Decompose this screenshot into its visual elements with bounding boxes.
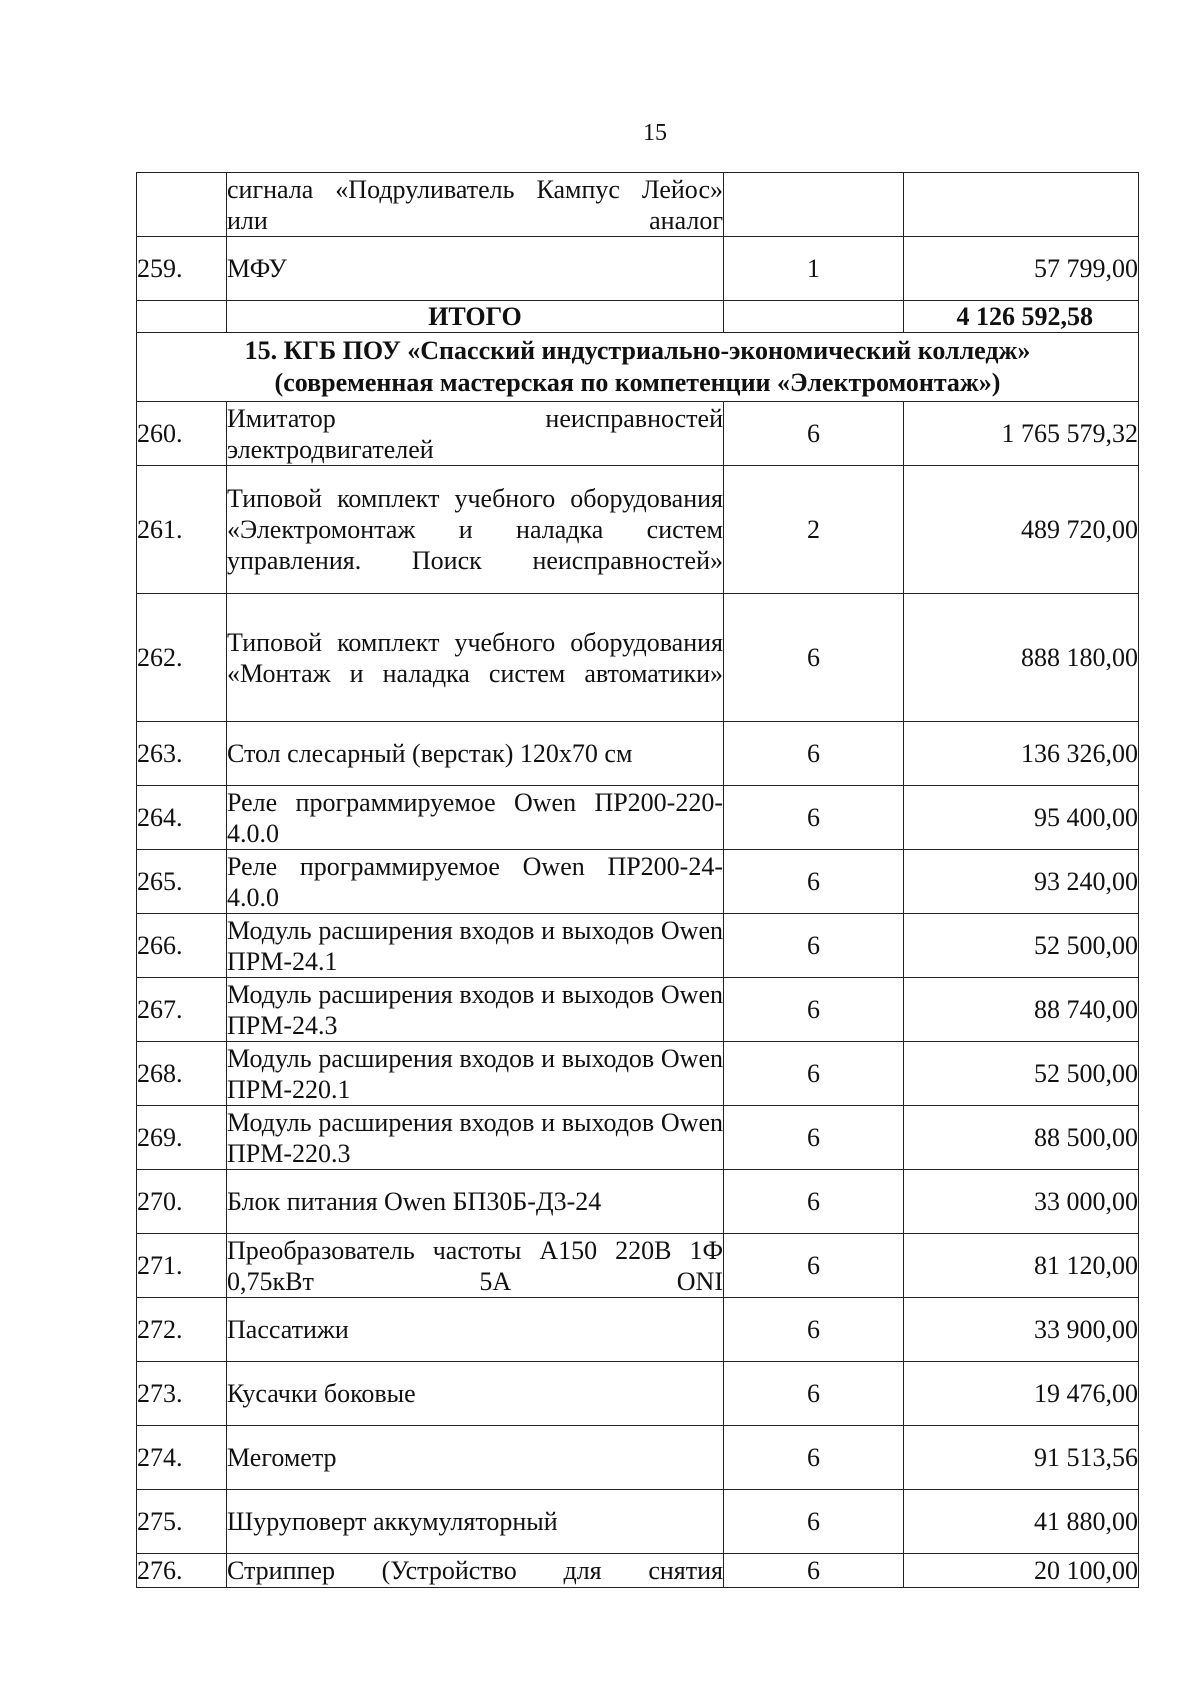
section-header-row [137,333,1139,402]
item-sum: 88 740,00 [904,978,1139,1042]
item-sum: 888 180,00 [904,594,1139,722]
item-sum: 52 500,00 [904,1042,1139,1106]
item-name: Шуруповерт аккумуляторный [227,1490,724,1554]
row-number: 264. [137,786,227,850]
table-row [137,1298,1139,1362]
item-quantity: 6 [724,914,904,978]
row-number: 263. [137,722,227,786]
item-quantity: 6 [724,786,904,850]
section-title-line1: 15. КГБ ПОУ «Спасский индустриально-экономический колледж» [244,336,1031,365]
table-row [137,173,1139,237]
table-row [137,1426,1139,1490]
row-number: 276. [137,1554,227,1588]
row-number: 267. [137,978,227,1042]
row-number: 262. [137,594,227,722]
item-name: Модуль расширения входов и выходов Owen ПРМ-220.1 [227,1043,723,1104]
item-sum: 41 880,00 [904,1490,1139,1554]
item-sum: 95 400,00 [904,786,1139,850]
table-row [137,237,1139,301]
table-row [137,594,1139,722]
item-sum: 81 120,00 [904,1234,1139,1298]
table-row [137,850,1139,914]
table-row [137,1042,1139,1106]
item-sum: 19 476,00 [904,1362,1139,1426]
row-number: 274. [137,1426,227,1490]
item-sum: 489 720,00 [904,466,1139,594]
item-sum: 33 900,00 [904,1298,1139,1362]
item-sum: 88 500,00 [904,1106,1139,1170]
item-name: Стол слесарный (верстак) 120х70 см [227,722,724,786]
item-sum: 1 765 579,32 [904,402,1139,466]
row-number: 265. [137,850,227,914]
table-row [137,914,1139,978]
item-quantity: 6 [724,1298,904,1362]
row-number [137,173,227,237]
table-row [137,1106,1139,1170]
item-sum [904,173,1139,237]
item-sum: 33 000,00 [904,1170,1139,1234]
item-quantity: 6 [724,594,904,722]
item-quantity: 6 [724,1490,904,1554]
row-number: 273. [137,1362,227,1426]
row-number: 266. [137,914,227,978]
item-sum: 57 799,00 [904,237,1139,301]
row-number: 269. [137,1106,227,1170]
row-number: 271. [137,1234,227,1298]
item-name: Имитатор неисправностей электродвигателей [227,403,723,464]
item-sum: 93 240,00 [904,850,1139,914]
item-name: Реле программируемое Owen ПР200-24-4.0.0 [227,851,723,912]
row-number: 270. [137,1170,227,1234]
item-quantity: 6 [724,1106,904,1170]
item-name: Мегометр [227,1426,724,1490]
item-sum: 91 513,56 [904,1426,1139,1490]
total-sum: 4 126 592,58 [904,301,1139,333]
table-row [137,466,1139,594]
section-header [137,333,1139,402]
item-quantity: 6 [724,402,904,466]
page-number: 15 [643,120,667,146]
table-row [137,978,1139,1042]
item-name: Реле программируемое Owen ПР200-220-4.0.0 [227,787,723,848]
item-quantity: 1 [724,237,904,301]
item-quantity: 6 [724,1042,904,1106]
item-name: Блок питания Owen БП30Б-Д3-24 [227,1170,724,1234]
item-name: МФУ [227,237,724,301]
total-row [137,301,1139,333]
item-name: Кусачки боковые [227,1362,724,1426]
item-quantity: 6 [724,1362,904,1426]
item-name: Модуль расширения входов и выходов Owen ПРМ-220.3 [227,1107,723,1168]
row-number: 259. [137,237,227,301]
total-empty-cell [137,301,227,333]
row-number: 275. [137,1490,227,1554]
item-sum: 52 500,00 [904,914,1139,978]
item-quantity: 2 [724,466,904,594]
row-number: 260. [137,402,227,466]
table-row [137,402,1139,466]
item-quantity [724,173,904,237]
item-name: Типовой комплект учебного оборудования «Монтаж и наладка систем автоматики» [227,594,724,722]
item-name: Модуль расширения входов и выходов Owen ПРМ-24.1 [227,915,723,976]
item-quantity: 6 [724,722,904,786]
total-empty-cell [724,301,904,333]
item-sum: 20 100,00 [904,1554,1139,1588]
item-sum: 136 326,00 [904,722,1139,786]
item-name: Преобразователь частоты A150 220В 1Ф 0,75кВт 5А ONI [227,1235,723,1296]
equipment-table [136,172,1139,1588]
row-number: 268. [137,1042,227,1106]
item-name: Пассатижи [227,1298,724,1362]
item-name: Стриппер (Устройство для снятия [227,1554,724,1588]
item-quantity: 6 [724,850,904,914]
table-row [137,1554,1139,1588]
item-name: сигнала «Подруливатель Кампус Лейос» или аналог [227,174,723,235]
item-quantity: 6 [724,1426,904,1490]
table-row [137,1234,1139,1298]
item-quantity: 6 [724,978,904,1042]
item-quantity: 6 [724,1234,904,1298]
table-row [137,1362,1139,1426]
row-number: 272. [137,1298,227,1362]
item-name: Типовой комплект учебного оборудования «Электромонтаж и наладка систем управления. Поиск неисправностей» [227,466,724,594]
item-quantity: 6 [724,1170,904,1234]
total-label: ИТОГО [227,301,724,333]
table-row [137,1490,1139,1554]
row-number: 261. [137,466,227,594]
item-quantity: 6 [724,1554,904,1588]
table-row [137,722,1139,786]
table-row [137,1170,1139,1234]
section-title-line2: (современная мастерская по компетенции «Электромонтаж») [274,368,1001,397]
item-name: Модуль расширения входов и выходов Owen ПРМ-24.3 [227,979,723,1040]
table-row [137,786,1139,850]
